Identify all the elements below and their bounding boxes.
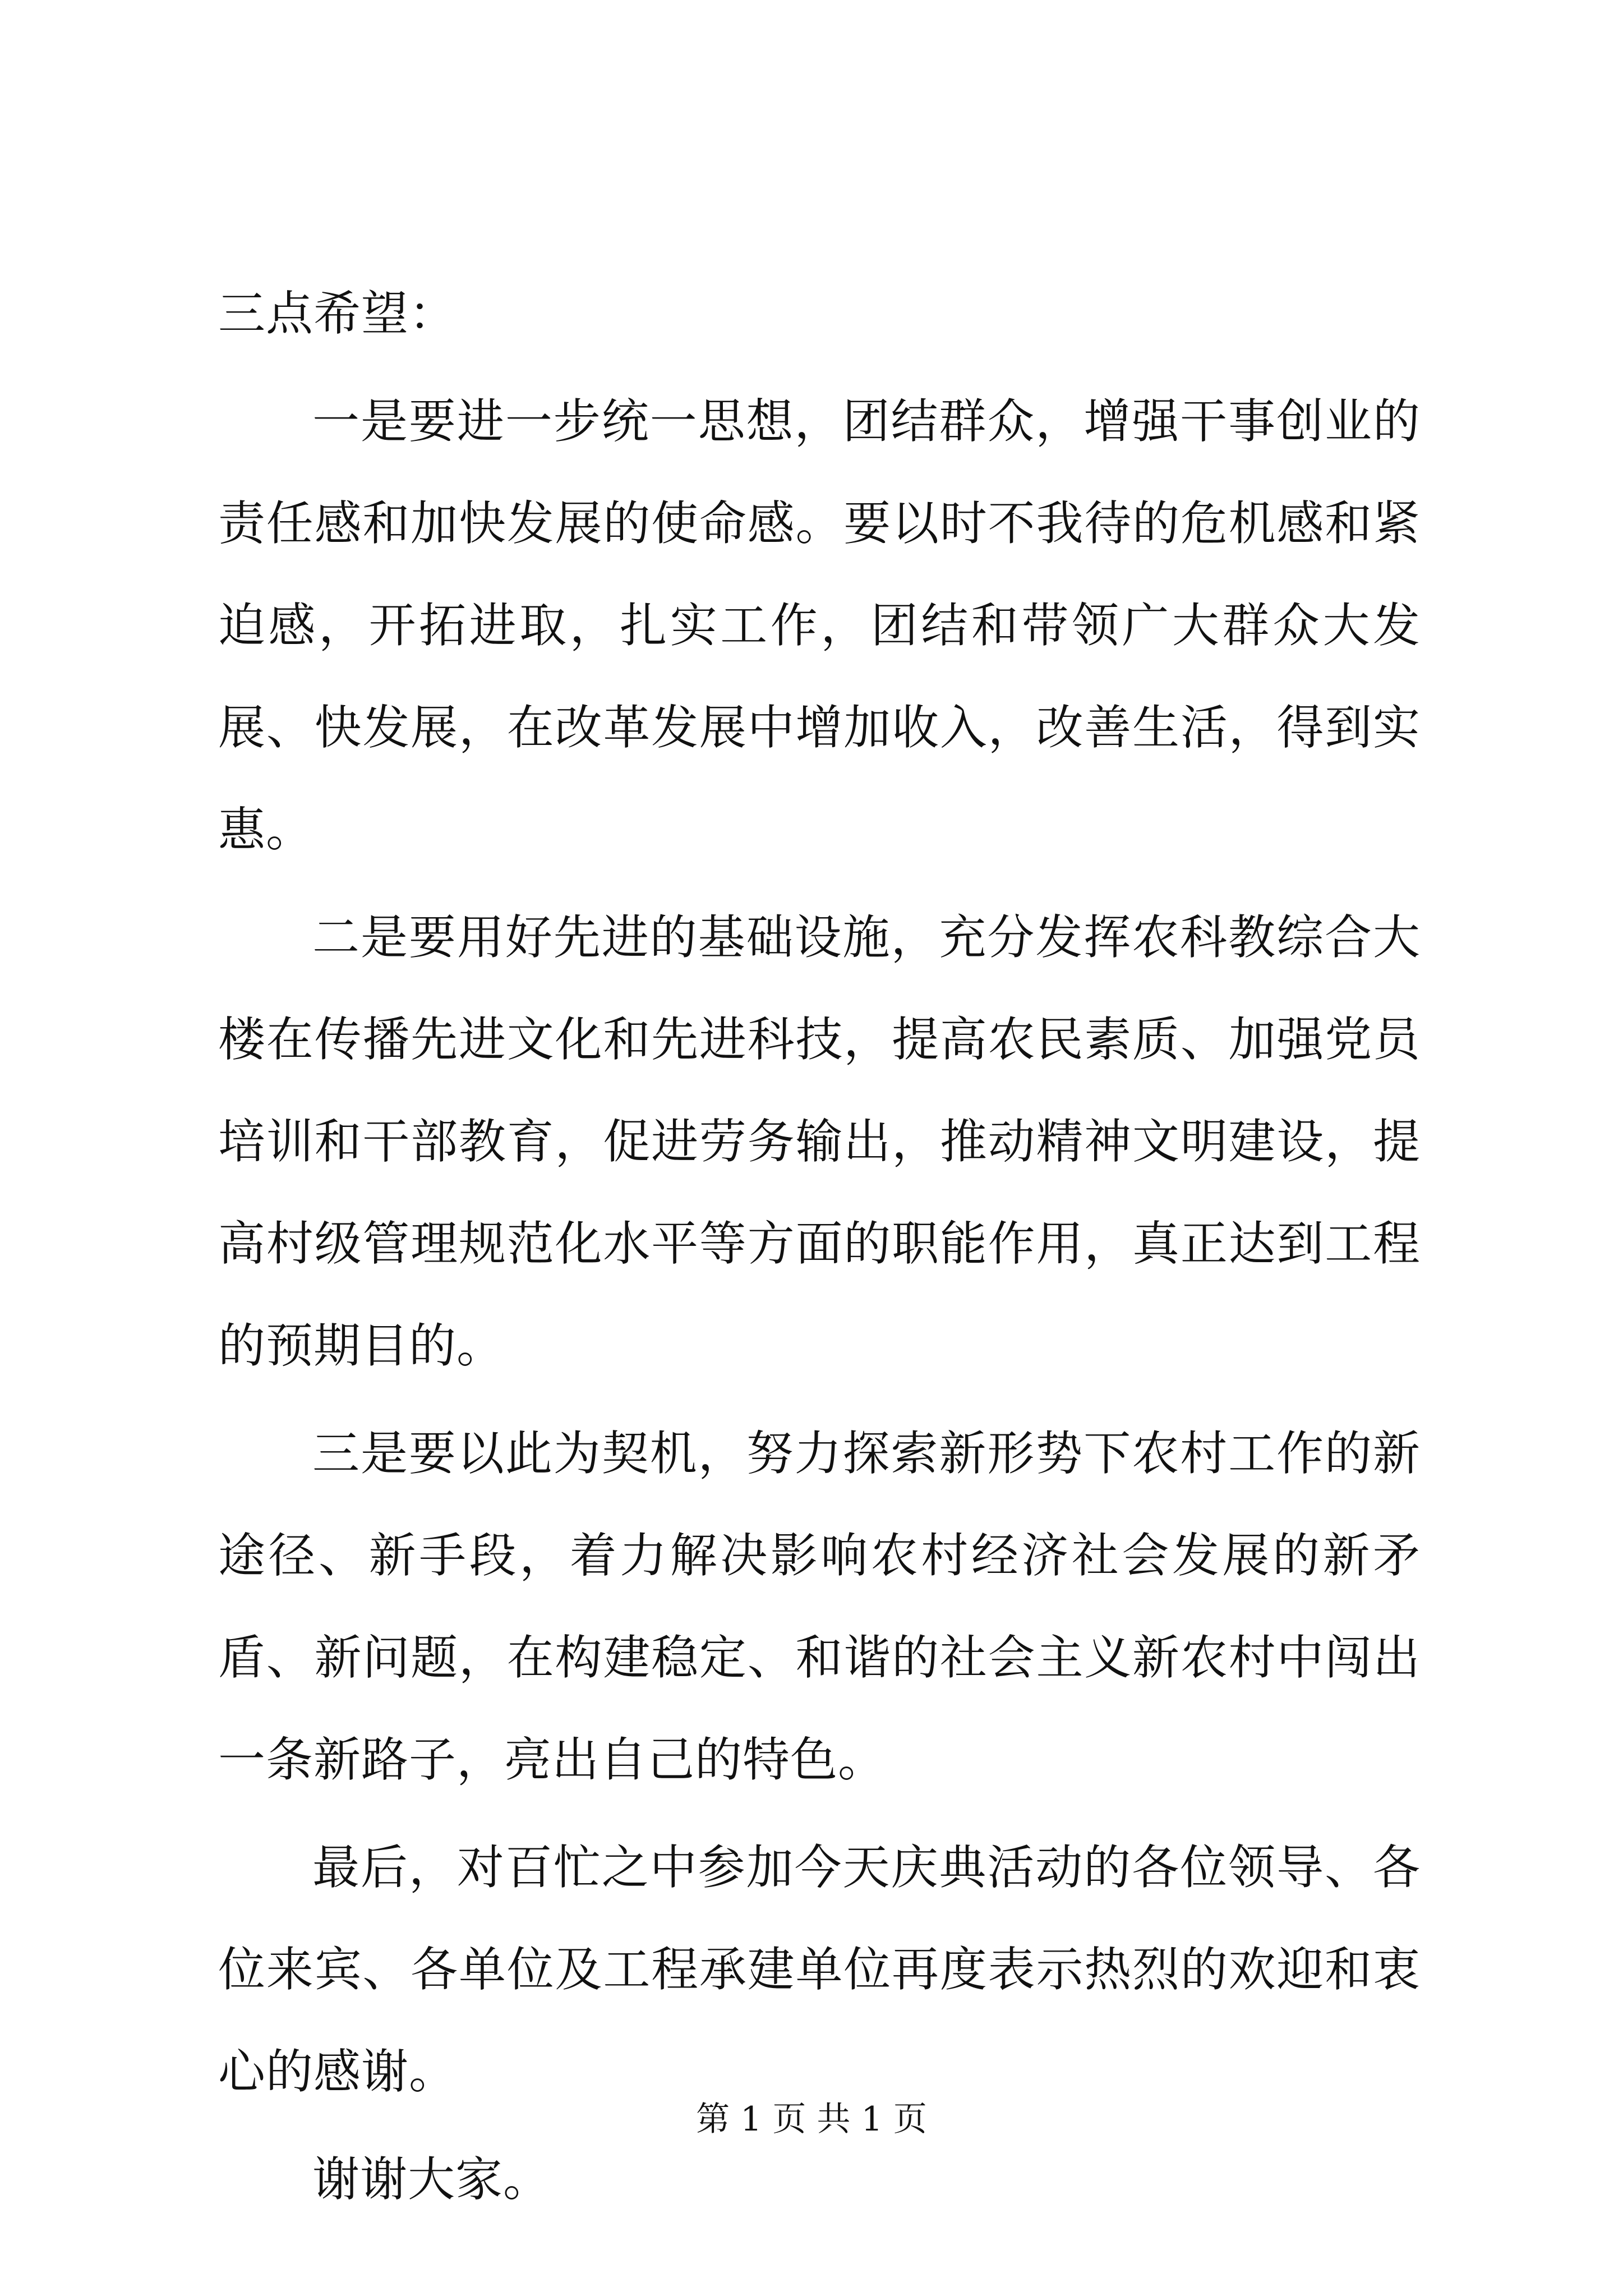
paragraph-hope-two: 二是要用好先进的基础设施，充分发挥农科教综合大楼在传播先进文化和先进科技，提高农民素质、加强党员培训和干部教育，促进劳务输出，推动精神文明建设，提高村级管理规范化水平等方面的职能作用，真正达到工程的预期目的。 bbox=[218, 910, 1421, 1373]
section-heading: 三点希望： bbox=[218, 286, 457, 341]
paragraph-thank-you: 谢谢大家。 bbox=[312, 2152, 551, 2207]
paragraph-closing-thanks: 最后，对百忙之中参加今天庆典活动的各位领导、各位来宾、各单位及工程承建单位再度表示热烈的欢迎和衷心的感谢。 bbox=[218, 1840, 1421, 2099]
paragraph-hope-one: 一是要进一步统一思想，团结群众，增强干事创业的责任感和加快发展的使命感。要以时不我待的危机感和紧迫感，开拓进取，扎实工作，团结和带领广大群众大发展、快发展，在改革发展中增加收入，改善生活，得到实惠。 bbox=[218, 394, 1421, 857]
document-body bbox=[218, 263, 1421, 2236]
page-number-footer: 第 1 页 共 1 页 bbox=[696, 2100, 927, 2139]
paragraph-hope-three: 三是要以此为契机，努力探索新形势下农村工作的新途径、新手段，着力解决影响农村经济社会发展的新矛盾、新问题，在构建稳定、和谐的社会主义新农村中闯出一条新路子，亮出自己的特色。 bbox=[218, 1426, 1421, 1787]
